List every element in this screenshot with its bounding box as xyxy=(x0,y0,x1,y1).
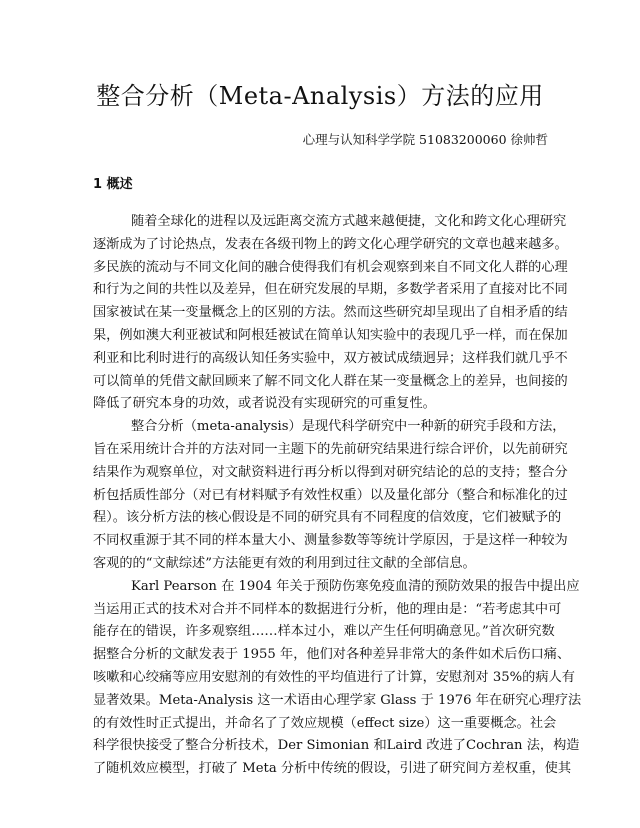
text-line: 程）。该分析方法的核心假设是不同的研究具有不同程度的信效度，它们被赋予的 xyxy=(93,510,562,526)
text-line: 析包括质性部分（对已有材料赋予有效性权重）以及量化部分（整合和标准化的过 xyxy=(93,487,568,503)
text-line: 国家被试在某一变量概念上的区别的方法。然而这些研究却呈现出了自相矛盾的结 xyxy=(93,305,568,321)
text-line: 当运用正式的技术对合并不同样本的数据进行分析，他的理由是：“若考虑其中可 xyxy=(93,601,562,617)
text-line: 结果作为观察单位，对文献资料进行再分析以得到对研究结论的总的支持；整合分 xyxy=(93,464,568,480)
text-line: 显著效果。Meta-Analysis 这一术语由心理学家 Glass 于 1976 年在研究心理疗法 xyxy=(93,692,582,708)
section-heading: 1 概述 xyxy=(93,177,133,192)
paragraph xyxy=(93,211,568,416)
text-line: 客观的的“文献综述”方法能更有效的利用到过往文献的全部信息。 xyxy=(93,555,476,571)
text-line: 利亚和比利时进行的高级认知任务实验中，双方被试成绩迥异；这样我们就几乎不 xyxy=(93,350,568,366)
text-line: 了随机效应模型，打破了 Meta 分析中传统的假设，引进了研究间方差权重，使其 xyxy=(93,761,572,777)
paragraph xyxy=(93,416,568,576)
text-line: Karl Pearson 在 1904 年关于预防伤寒免疫血清的预防效果的报告中提出应 xyxy=(131,578,580,594)
text-line: 科学很快接受了整合分析技术，Der Simonian 和Laird 改进了Cochran 法，构造 xyxy=(93,738,580,754)
author-line: 心理与认知科学学院 51083200060 徐帅哲 xyxy=(302,132,548,147)
text-line: 据整合分析的文献发表于 1955 年，他们对各种差异非常大的条件如术后伤口痛、 xyxy=(93,647,571,663)
text-line: 旨在采用统计合并的方法对同一主题下的先前研究结果进行综合评价，以先前研究 xyxy=(93,441,568,457)
text-line: 果，例如澳大利亚被试和阿根廷被试在简单认知实验中的表现几乎一样，而在保加 xyxy=(93,327,568,343)
text-line: 整合分析（meta-analysis）是现代科学研究中一种新的研究手段和方法， xyxy=(131,419,566,435)
text-line: 咳嗽和心绞痛等应用安慰剂的有效性的平均值进行了计算，安慰剂对 35%的病人有 xyxy=(93,669,575,685)
body-text xyxy=(93,211,582,781)
text-line: 逐渐成为了讨论热点，发表在各级刊物上的跨文化心理学研究的文章也越来越多。 xyxy=(93,236,568,252)
text-line: 可以简单的凭借文献回顾来了解不同文化人群在某一变量概念上的差异，也间接的 xyxy=(93,373,568,389)
text-line: 和行为之间的共性以及差异，但在研究发展的早期，多数学者采用了直接对比不同 xyxy=(93,282,568,298)
text-line: 能存在的错误，许多观察组……样本过小，难以产生任何明确意见。”首次研究数 xyxy=(93,624,555,640)
text-line: 多民族的流动与不同文化间的融合使得我们有机会观察到来自不同文化人群的心理 xyxy=(93,259,568,275)
paragraph xyxy=(93,576,582,781)
text-line: 的有效性时正式提出，并命名了了效应规模（effect size）这一重要概念。社会 xyxy=(93,715,557,731)
document-title: 整合分析（Meta-Analysis）方法的应用 xyxy=(96,82,544,110)
text-line: 不同权重源于其不同的样本量大小、测量参数等等统计学原因，于是这样一种较为 xyxy=(93,533,568,549)
text-line: 降低了研究本身的功效，或者说没有实现研究的可重复性。 xyxy=(93,396,436,412)
text-line: 随着全球化的进程以及远距离交流方式越来越便捷，文化和跨文化心理研究 xyxy=(131,214,567,229)
